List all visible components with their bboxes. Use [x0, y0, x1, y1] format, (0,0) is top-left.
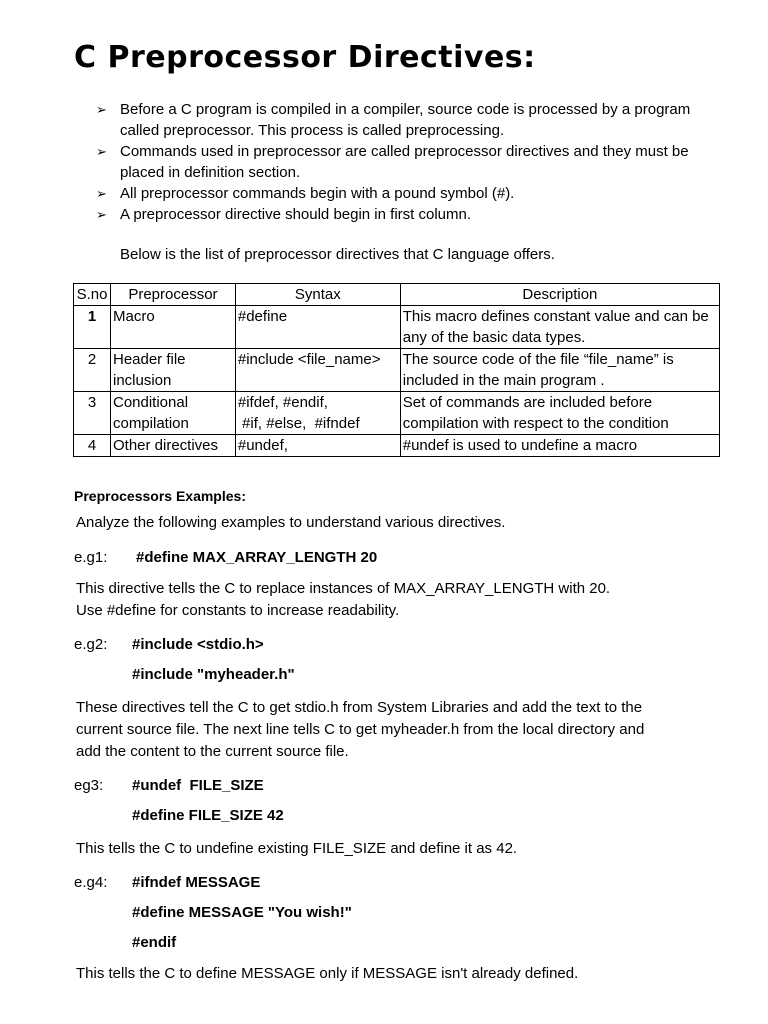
header-preprocessor: Preprocessor — [110, 284, 235, 306]
cell-description: #undef is used to undefine a macro — [400, 435, 719, 457]
example-2-label: e.g2: — [74, 636, 108, 653]
page-title: C Preprocessor Directives: — [74, 40, 536, 75]
cell-sno: 4 — [74, 435, 111, 457]
cell-syntax: #include <file_name> — [235, 349, 400, 392]
bullet-list — [96, 99, 696, 225]
example-2-desc: current source file. The next line tells C to get myheader.h from the local directory and — [76, 721, 645, 738]
arrow-bullet-icon: ➢ — [96, 102, 107, 117]
cell-sno: 2 — [74, 349, 111, 392]
cell-preprocessor: Macro — [110, 306, 235, 349]
table-intro: Below is the list of preprocessor directives that C language offers. — [120, 246, 555, 263]
example-3-label: eg3: — [74, 777, 104, 794]
table-header-row — [74, 284, 720, 306]
bullet-item: ➢ All preprocessor commands begin with a pound symbol (#). — [96, 185, 515, 202]
cell-syntax: #undef, — [235, 435, 400, 457]
bullet-item: ➢ A preprocessor directive should begin in first column. — [96, 206, 472, 223]
cell-preprocessor: Header file inclusion — [110, 349, 235, 392]
example-1-code: #define MAX_ARRAY_LENGTH 20 — [136, 549, 378, 566]
table-row — [74, 349, 720, 392]
example-4-code: #ifndef MESSAGE — [132, 874, 261, 891]
arrow-bullet-icon: ➢ — [96, 207, 107, 222]
cell-sno: 1 — [74, 306, 111, 349]
bullet-item: ➢ Before a C program is compiled in a compiler, source code is processed by a program called preprocessor. This process is called preprocessing. — [96, 101, 691, 139]
table-row — [74, 392, 720, 435]
cell-description: This macro defines constant value and can be any of the basic data types. — [400, 306, 719, 349]
table-row — [74, 435, 720, 457]
header-description: Description — [400, 284, 719, 306]
cell-description: The source code of the file “file_name” is included in the main program . — [400, 349, 719, 392]
directives-table — [73, 283, 720, 457]
cell-syntax: #define — [235, 306, 400, 349]
example-1-desc: This directive tells the C to replace instances of MAX_ARRAY_LENGTH with 20. — [76, 580, 611, 597]
examples-intro: Analyze the following examples to understand various directives. — [76, 514, 506, 531]
arrow-bullet-icon: ➢ — [96, 144, 107, 159]
cell-preprocessor: Other directives — [110, 435, 235, 457]
example-2-code: #include <stdio.h> — [132, 636, 264, 653]
example-2-desc: These directives tell the C to get stdio.h from System Libraries and add the text to the — [76, 699, 643, 716]
header-syntax: Syntax — [235, 284, 400, 306]
cell-description: Set of commands are included before compilation with respect to the condition — [400, 392, 719, 435]
example-4-desc: This tells the C to define MESSAGE only if MESSAGE isn't already defined. — [76, 965, 579, 982]
cell-preprocessor: Conditional compilation — [110, 392, 235, 435]
examples-heading: Preprocessors Examples: — [74, 488, 246, 504]
cell-syntax: #ifdef, #endif, #if, #else, #ifndef — [235, 392, 400, 435]
bullet-item: ➢ Commands used in preprocessor are called preprocessor directives and they must be placed in definition section. — [96, 143, 689, 181]
arrow-bullet-icon: ➢ — [96, 186, 107, 201]
example-2-desc: add the content to the current source file. — [76, 743, 349, 760]
example-4-label: e.g4: — [74, 874, 108, 891]
example-2-code: #include "myheader.h" — [132, 666, 295, 683]
header-sno: S.no — [74, 284, 111, 306]
example-1-desc: Use #define for constants to increase readability. — [76, 602, 400, 619]
cell-sno: 3 — [74, 392, 111, 435]
example-4-code: #define MESSAGE "You wish!" — [132, 904, 352, 921]
table-row — [74, 306, 720, 349]
example-4-code: #endif — [132, 934, 177, 951]
example-3-desc: This tells the C to undefine existing FILE_SIZE and define it as 42. — [76, 840, 518, 857]
example-3-code: #define FILE_SIZE 42 — [132, 807, 284, 824]
example-3-code: #undef FILE_SIZE — [132, 777, 264, 794]
example-1-label: e.g1: — [74, 549, 108, 566]
